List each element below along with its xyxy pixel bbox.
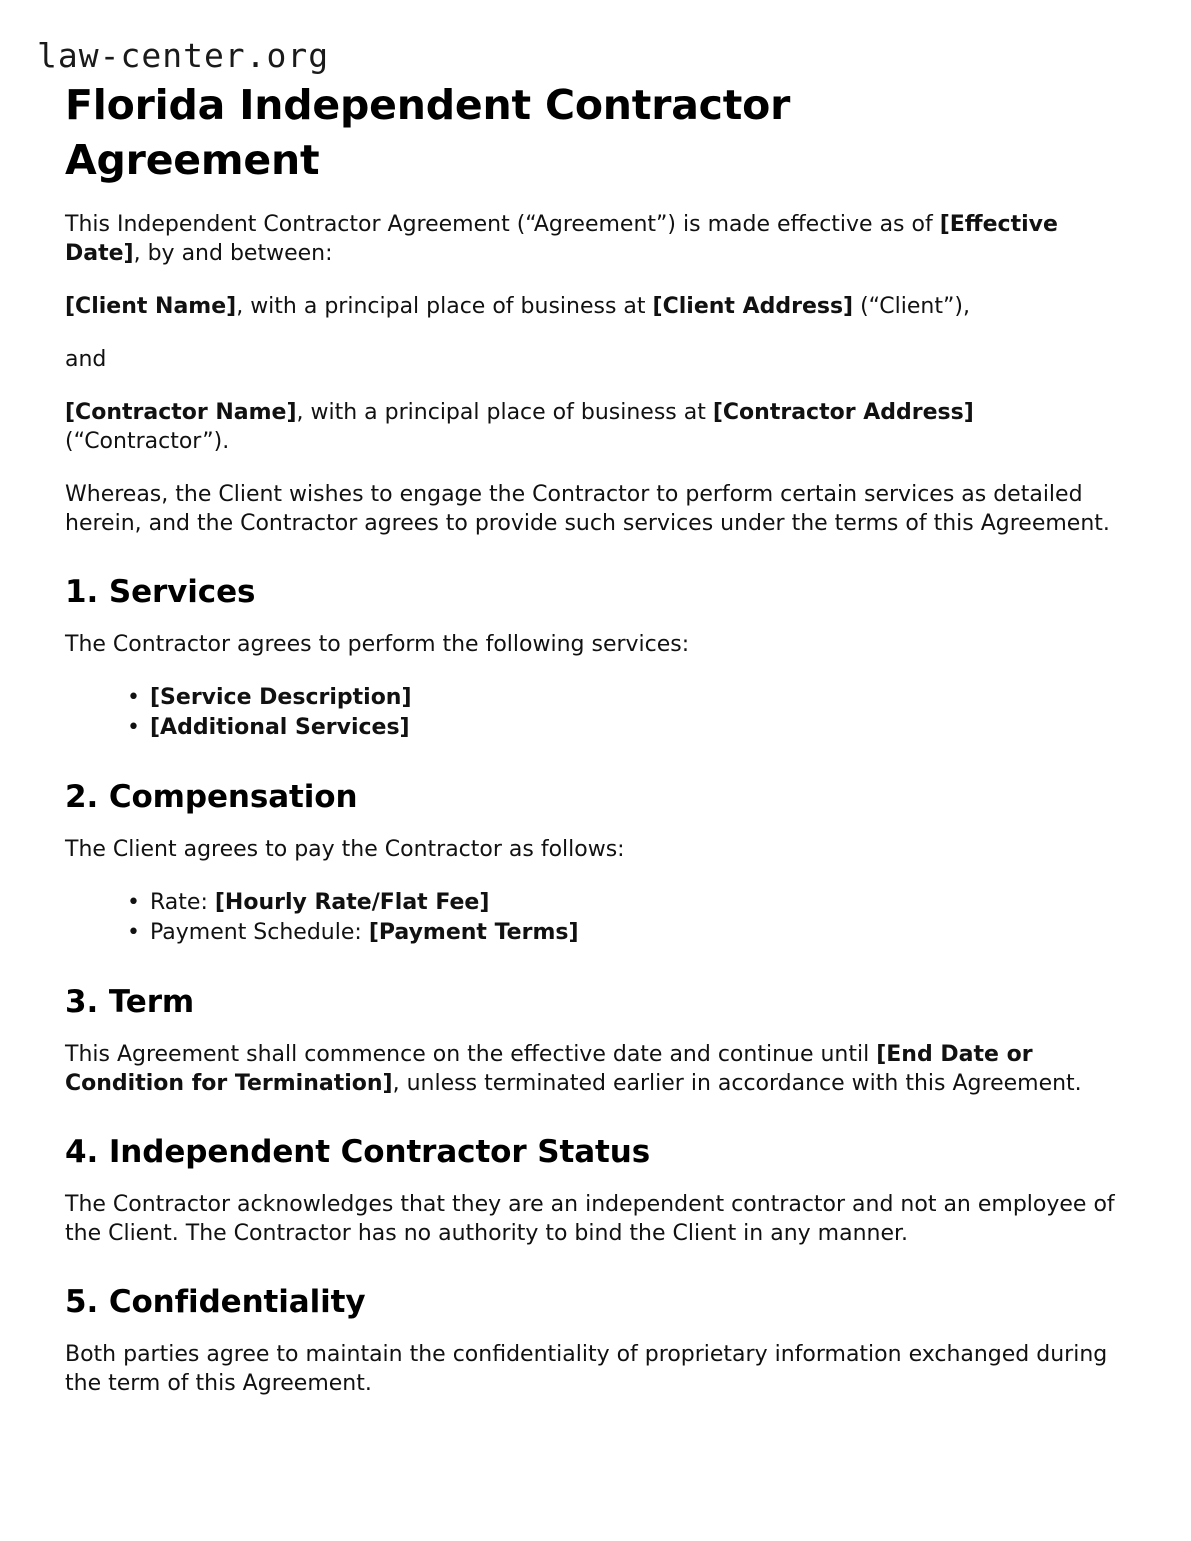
section-services	[65, 572, 1121, 743]
intro-paragraph-effective-date	[65, 210, 1121, 268]
placeholder-payment-terms: [Payment Terms]	[368, 920, 579, 945]
section-heading-compensation: 2. Compensation	[65, 779, 358, 815]
placeholder-client-address: [Client Address]	[652, 294, 854, 319]
section-compensation	[65, 777, 1121, 948]
section-intro-compensation: The Client agrees to pay the Contractor as follows:	[65, 837, 625, 862]
placeholder-contractor-address: [Contractor Address]	[712, 400, 974, 425]
list-item	[65, 918, 1121, 948]
section-independent-contractor-status	[65, 1132, 1121, 1248]
placeholder-service-description: [Service Description]	[150, 685, 412, 710]
intro-paragraph-and: and	[65, 347, 107, 372]
site-name: law-center.org	[37, 36, 330, 75]
intro-paragraph-client	[65, 292, 1121, 321]
term-text-1: This Agreement shall commence on the effective date and continue until	[65, 1042, 877, 1067]
placeholder-additional-services: [Additional Services]	[150, 715, 410, 740]
page-title: Florida Independent Contractor Agreement	[65, 81, 791, 184]
intro-text-2: , by and between:	[133, 241, 333, 266]
placeholder-end-date: [End Date or Condition for Termination]	[65, 1042, 1033, 1096]
term-text-2: , unless terminated earlier in accordance with this Agreement.	[392, 1071, 1082, 1096]
section-heading-services: 1. Services	[65, 574, 256, 610]
intro-paragraph-contractor	[65, 398, 1121, 456]
client-text-2: (“Client”),	[853, 294, 970, 319]
list-item	[65, 683, 1121, 713]
placeholder-effective-date: [Effective Date]	[65, 212, 1058, 266]
document-body	[37, 78, 1121, 1398]
section-body-term	[65, 1040, 1121, 1098]
section-intro-services: The Contractor agrees to perform the following services:	[65, 632, 690, 657]
label-payment-schedule: Payment Schedule:	[150, 920, 369, 945]
services-list	[65, 683, 1121, 743]
compensation-list	[65, 888, 1121, 948]
section-body-confidentiality: Both parties agree to maintain the confidentiality of proprietary information exchanged during the term of this Agreement.	[65, 1342, 1108, 1396]
section-heading-term: 3. Term	[65, 984, 195, 1020]
placeholder-client-name: [Client Name]	[65, 294, 237, 319]
section-heading-status: 4. Independent Contractor Status	[65, 1134, 651, 1170]
section-confidentiality	[65, 1282, 1121, 1398]
contractor-text-2: (“Contractor”).	[65, 429, 230, 454]
label-rate: Rate:	[150, 890, 215, 915]
intro-text-1: This Independent Contractor Agreement (“Agreement”) is made effective as of	[65, 212, 940, 237]
contractor-text-1: , with a principal place of business at	[296, 400, 713, 425]
intro-paragraph-whereas: Whereas, the Client wishes to engage the Contractor to perform certain services as detailed herein, and the Contractor agrees to provide such services under the terms of this Agreement.	[65, 482, 1110, 536]
client-text-1: , with a principal place of business at	[236, 294, 653, 319]
section-term	[65, 982, 1121, 1098]
placeholder-contractor-name: [Contractor Name]	[65, 400, 297, 425]
list-item	[65, 888, 1121, 918]
section-body-status: The Contractor acknowledges that they are an independent contractor and not an employee of the Client. The Contractor has no authority to bind the Client in any manner.	[65, 1192, 1115, 1246]
section-heading-confidentiality: 5. Confidentiality	[65, 1284, 366, 1320]
list-item	[65, 713, 1121, 743]
placeholder-rate: [Hourly Rate/Flat Fee]	[214, 890, 490, 915]
